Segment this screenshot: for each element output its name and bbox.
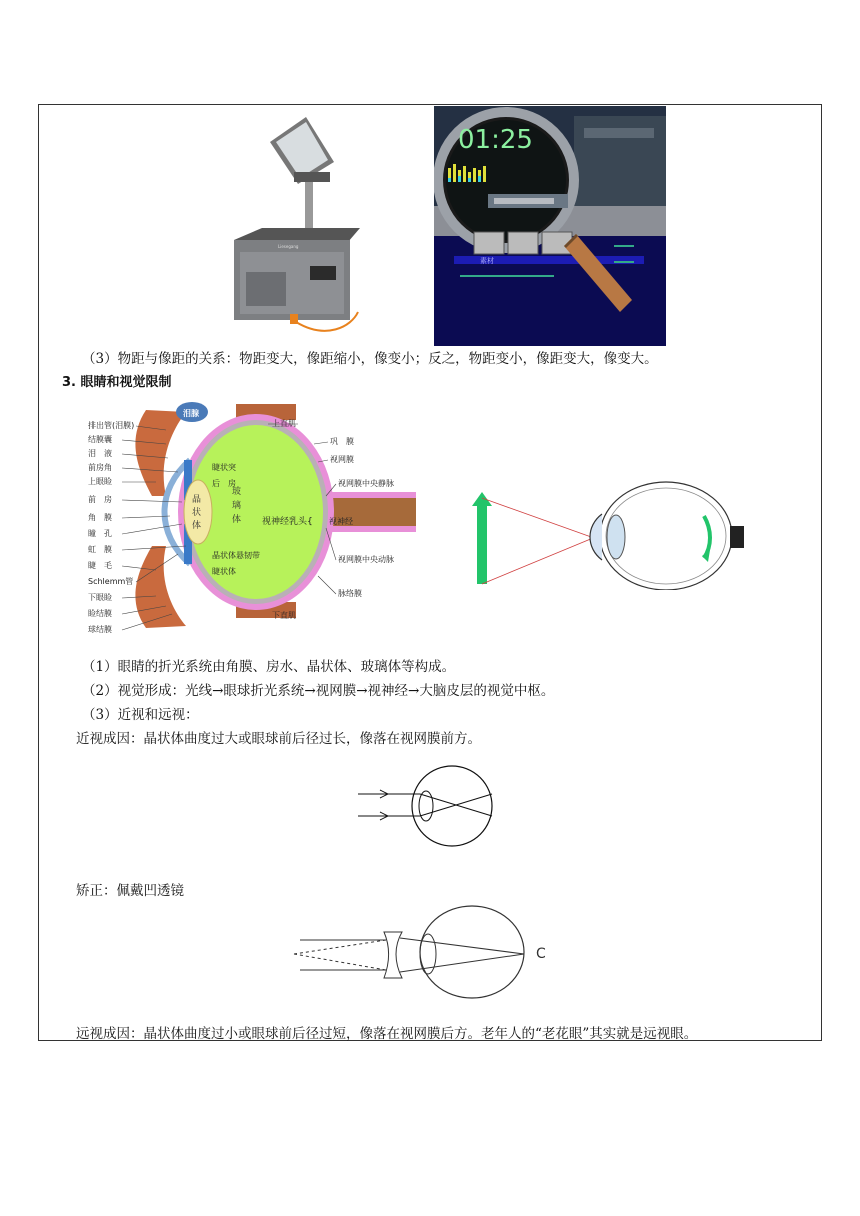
section-heading-eye: 3. 眼睛和视觉限制 xyxy=(62,375,172,390)
overhead-projector-image xyxy=(226,112,366,342)
svg-text:球结膜: 球结膜 xyxy=(88,625,112,634)
magnified-screen-image xyxy=(434,106,666,346)
label-lacrimal-gland: 泪腺 xyxy=(183,409,199,418)
projection-relation-text: （3）物距与像距的关系：物距变大，像距缩小，像变小；反之，物距变小，像距变大，像变大。 xyxy=(82,351,658,367)
svg-text:瞳 孔: 瞳 孔 xyxy=(88,529,112,538)
myopia-diagram xyxy=(356,764,502,850)
svg-text:视网膜中央动脉: 视网膜中央动脉 xyxy=(338,555,394,564)
lens-point-label: C xyxy=(536,946,546,962)
svg-text:视神经: 视神经 xyxy=(329,517,353,526)
svg-text:体: 体 xyxy=(192,521,202,531)
svg-text:后 房: 后 房 xyxy=(212,479,236,488)
svg-text:下直肌: 下直肌 xyxy=(272,611,296,620)
svg-text:角 膜: 角 膜 xyxy=(88,513,112,522)
hyperopia-cause-text: 远视成因：晶状体曲度过小或眼球前后径过短，像落在视网膜后方。老年人的“老花眼”其实就是远视眼。 xyxy=(76,1026,698,1042)
vision-formation-text: （2）视觉形成：光线→眼球折光系统→视网膜→视神经→大脑皮层的视觉中枢。 xyxy=(82,683,555,699)
screen-time-display: 01:25 xyxy=(458,125,533,155)
svg-text:上直肌: 上直肌 xyxy=(272,419,296,428)
projector-brand-label: Liesegang xyxy=(278,244,299,249)
svg-text:晶状体悬韧带: 晶状体悬韧带 xyxy=(212,551,260,560)
eye-image-formation-diagram xyxy=(466,470,746,590)
myopia-hyperopia-heading: （3）近视和远视： xyxy=(82,707,199,723)
svg-text:睫状突: 睫状突 xyxy=(212,463,236,472)
svg-text:Schlemm管: Schlemm管 xyxy=(88,577,134,586)
svg-text:体: 体 xyxy=(232,515,242,525)
svg-text:前 房: 前 房 xyxy=(88,495,112,504)
refraction-system-text: （1）眼睛的折光系统由角膜、房水、晶状体、玻璃体等构成。 xyxy=(82,659,456,675)
concave-lens-correction-diagram xyxy=(278,900,570,1006)
svg-text:睫 毛: 睫 毛 xyxy=(88,561,112,570)
svg-text:晶: 晶 xyxy=(192,495,202,505)
svg-text:状: 状 xyxy=(192,508,202,518)
svg-text:泪 液: 泪 液 xyxy=(88,449,112,458)
svg-text:视神经乳头{: 视神经乳头{ xyxy=(262,517,313,527)
svg-text:下眼睑: 下眼睑 xyxy=(88,593,112,602)
svg-text:视网膜: 视网膜 xyxy=(330,455,354,464)
myopia-cause-text: 近视成因：晶状体曲度过大或眼球前后径过长，像落在视网膜前方。 xyxy=(76,731,481,747)
svg-text:睫状体: 睫状体 xyxy=(212,567,236,576)
eye-anatomy-diagram xyxy=(86,400,416,638)
svg-text:玻: 玻 xyxy=(232,487,242,497)
svg-text:虹 膜: 虹 膜 xyxy=(88,545,112,554)
svg-text:上眼睑: 上眼睑 xyxy=(88,477,112,486)
svg-text:脉络膜: 脉络膜 xyxy=(338,589,362,598)
svg-text:璃: 璃 xyxy=(232,501,242,511)
svg-text:视网膜中央静脉: 视网膜中央静脉 xyxy=(338,479,394,488)
svg-text:排出管(泪膜): 排出管(泪膜) xyxy=(88,421,135,430)
svg-text:睑结膜: 睑结膜 xyxy=(88,609,112,618)
myopia-correction-text: 矫正：佩戴凹透镜 xyxy=(76,883,184,899)
svg-text:结膜囊: 结膜囊 xyxy=(88,435,112,444)
screen-list-item: 素材 xyxy=(480,257,494,265)
svg-text:前房角: 前房角 xyxy=(88,463,112,472)
svg-text:巩 膜: 巩 膜 xyxy=(330,437,354,446)
